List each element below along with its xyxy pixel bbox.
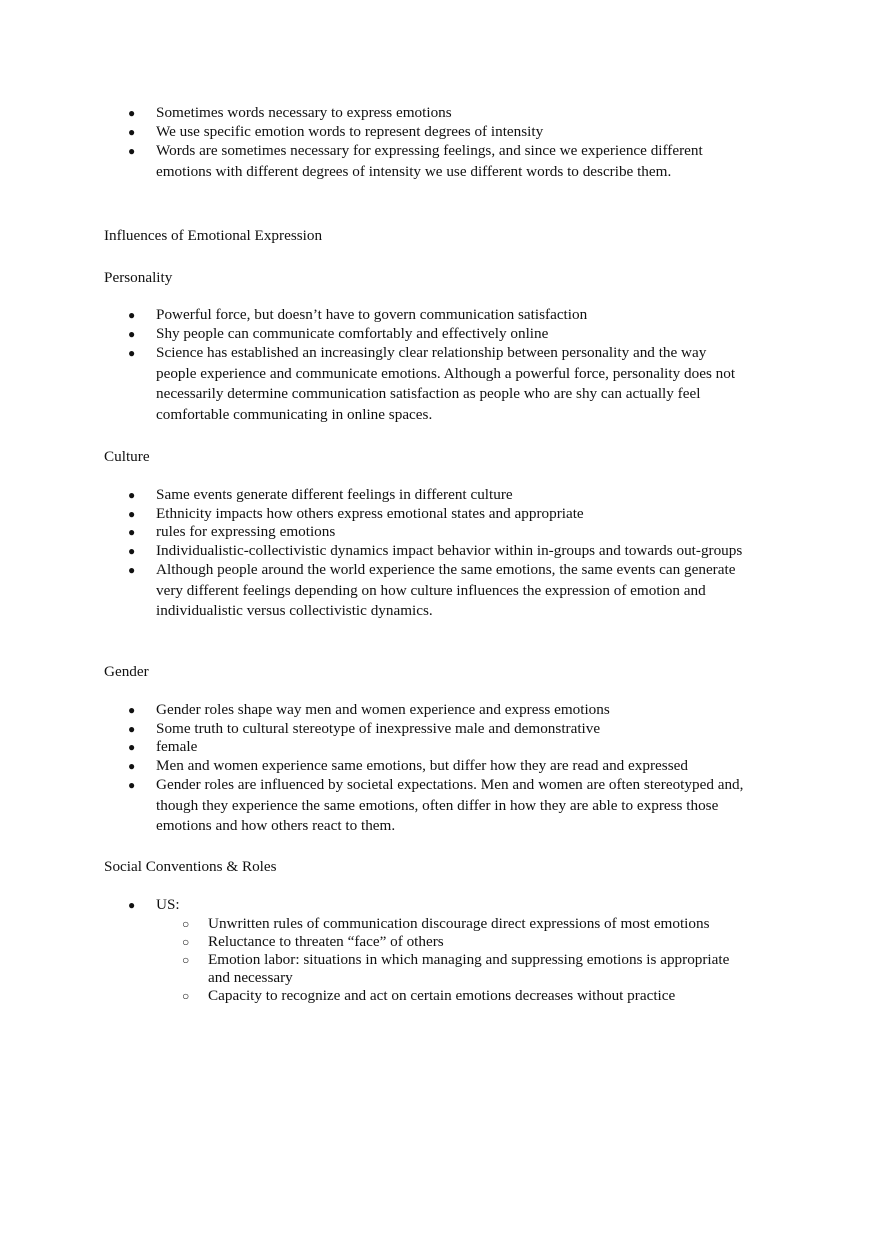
list-item-text: Ethnicity impacts how others express emotional states and appropriate — [156, 504, 584, 522]
list-item — [104, 523, 744, 542]
bullet-icon: ● — [128, 488, 136, 502]
list-item-text: Science has established an increasingly clear relationship between personality and the way people experience and communicate emotions. Although a powerful force, personality does not necessarily determine communication satisfaction as people who are shy can actually feel comfortable communicating in online spaces. — [156, 344, 736, 424]
bullet-icon: ● — [128, 758, 136, 773]
culture-list — [104, 486, 744, 622]
list-item-text: Same events generate different feelings in different culture — [156, 486, 513, 503]
gender-list — [104, 701, 744, 837]
list-item-text: Although people around the world experience the same emotions, the same events can generate very different feelings depending on how culture influences the expression of emotion and individualistic versus collectivistic dynamics. — [156, 561, 736, 620]
culture-block — [104, 486, 744, 622]
sub-list-item — [104, 987, 744, 1005]
gender-block — [104, 701, 744, 837]
list-item — [104, 738, 744, 757]
list-item-text: Shy people can communicate comfortably and effectively online — [156, 324, 549, 342]
list-item — [104, 306, 744, 325]
list-item-text: Sometimes words necessary to express emotions — [156, 104, 452, 121]
hollow-bullet-icon: ○ — [182, 989, 190, 1004]
list-item — [104, 486, 744, 505]
sub-list-item — [104, 933, 744, 951]
social-block — [104, 896, 744, 1006]
sub-list-item-text: Capacity to recognize and act on certain emotions decreases without practice — [208, 987, 676, 1005]
bullet-icon: ● — [128, 308, 136, 322]
list-item — [104, 720, 744, 739]
list-item — [104, 542, 744, 561]
intro-list — [104, 104, 744, 182]
list-item — [104, 775, 744, 837]
social-list — [104, 896, 744, 915]
sub-list-item-text: Reluctance to threaten “face” of others — [208, 932, 444, 950]
bullet-icon: ● — [128, 898, 136, 912]
list-item-text: Words are sometimes necessary for expressing feelings, and since we experience different emotions with different degrees of intensity we use different words to describe them. — [156, 142, 703, 180]
list-item — [104, 505, 744, 524]
sub-list-item — [104, 951, 744, 987]
list-item-text: US: — [156, 896, 180, 913]
intro-block — [104, 104, 744, 182]
list-item-text: Gender roles are influenced by societal expectations. Men and women are often stereotyped and, though they experience the same emotions, often differ in how they are able to express those emotions and how others react to them. — [156, 776, 744, 835]
list-item-text: Powerful force, but doesn’t have to govern communication satisfaction — [156, 306, 588, 323]
list-item-text: Individualistic-collectivistic dynamics impact behavior within in-groups and towards out-groups — [156, 541, 743, 559]
personality-list — [104, 306, 744, 426]
list-item — [104, 560, 744, 622]
list-item-text: rules for expressing emotions — [156, 523, 336, 540]
list-item-text: Gender roles shape way men and women experience and express emotions — [156, 701, 610, 718]
bullet-icon: ● — [128, 525, 136, 539]
list-item — [104, 896, 744, 915]
list-item — [104, 104, 744, 123]
sub-list-item-text: Unwritten rules of communication discourage direct expressions of most emotions — [208, 914, 710, 932]
list-item — [104, 325, 744, 344]
list-item — [104, 343, 744, 426]
bullet-icon: ● — [128, 326, 136, 341]
bullet-icon: ● — [128, 346, 136, 360]
bullet-icon: ● — [128, 563, 136, 577]
bullet-icon: ● — [128, 740, 136, 754]
social-sub-list — [104, 915, 744, 1006]
list-item-text: We use specific emotion words to represent degrees of intensity — [156, 122, 544, 140]
list-item-text: female — [156, 738, 198, 755]
hollow-bullet-icon: ○ — [182, 916, 190, 931]
list-item-text: Some truth to cultural stereotype of inexpressive male and demonstrative — [156, 719, 601, 737]
bullet-icon: ● — [128, 721, 136, 736]
list-item-text: Men and women experience same emotions, but differ how they are read and expressed — [156, 756, 688, 774]
sub-list-item — [104, 915, 744, 933]
hollow-bullet-icon: ○ — [182, 952, 190, 967]
bullet-icon: ● — [128, 703, 136, 717]
list-item — [104, 123, 744, 142]
bullet-icon: ● — [128, 106, 136, 120]
sub-list-item-text: Emotion labor: situations in which managing and suppressing emotions is appropriate and necessary — [208, 950, 730, 987]
hollow-bullet-icon: ○ — [182, 934, 190, 949]
bullet-icon: ● — [128, 144, 136, 158]
page-title: Influences of Emotional Expression — [104, 227, 323, 244]
section-heading-personality: Personality — [104, 269, 173, 286]
list-item — [104, 141, 744, 182]
section-heading-culture: Culture — [104, 448, 150, 465]
bullet-icon: ● — [128, 543, 136, 558]
section-heading-gender: Gender — [104, 663, 149, 680]
list-item — [104, 701, 744, 720]
list-item — [104, 757, 744, 776]
section-heading-social: Social Conventions & Roles — [104, 858, 277, 875]
personality-block — [104, 306, 744, 426]
bullet-icon: ● — [128, 124, 136, 139]
bullet-icon: ● — [128, 778, 136, 792]
bullet-icon: ● — [128, 506, 136, 521]
